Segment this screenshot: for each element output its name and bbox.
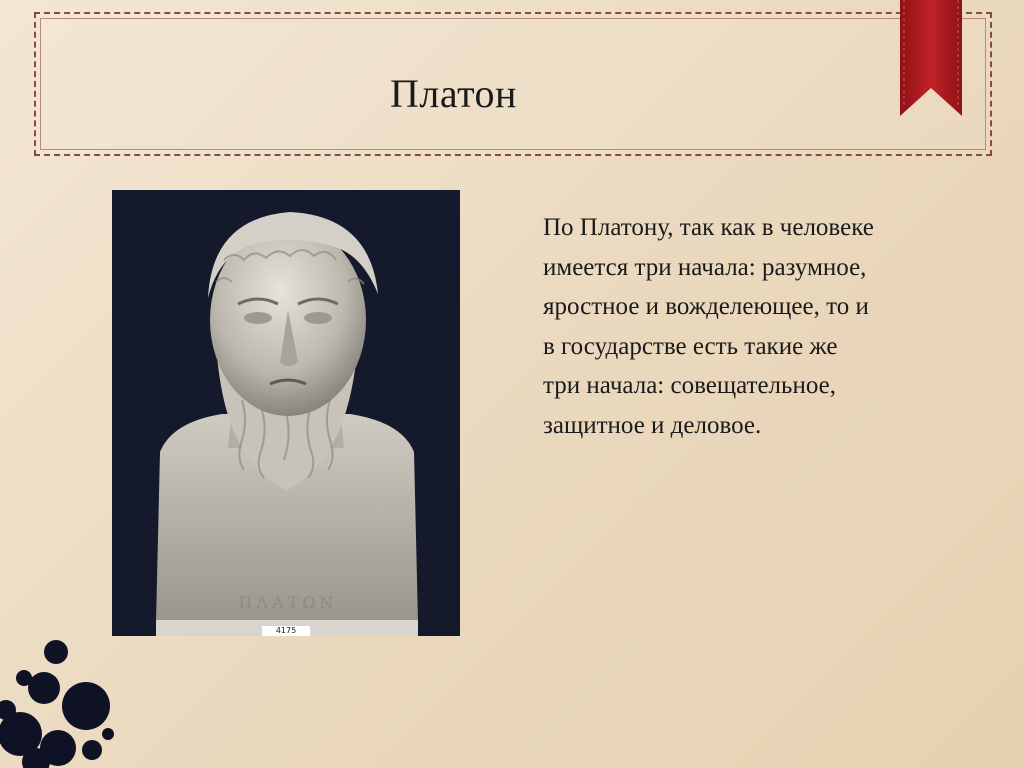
bookmark-ribbon-icon xyxy=(898,0,964,118)
slide-title: Платон xyxy=(390,71,517,116)
slide-body-text: По Платону, так как в человеке имеется три начала: разумное, яростное и вожделеющее, то и в государстве есть такие же три начала: совещательное, защитное и деловое. xyxy=(543,214,874,439)
ink-splatter-icon xyxy=(0,630,130,768)
photo-label: 4175 xyxy=(262,626,310,636)
bust-inscription: ΠΛΑΤΩΝ xyxy=(238,593,338,612)
plato-bust-photo xyxy=(112,190,460,636)
